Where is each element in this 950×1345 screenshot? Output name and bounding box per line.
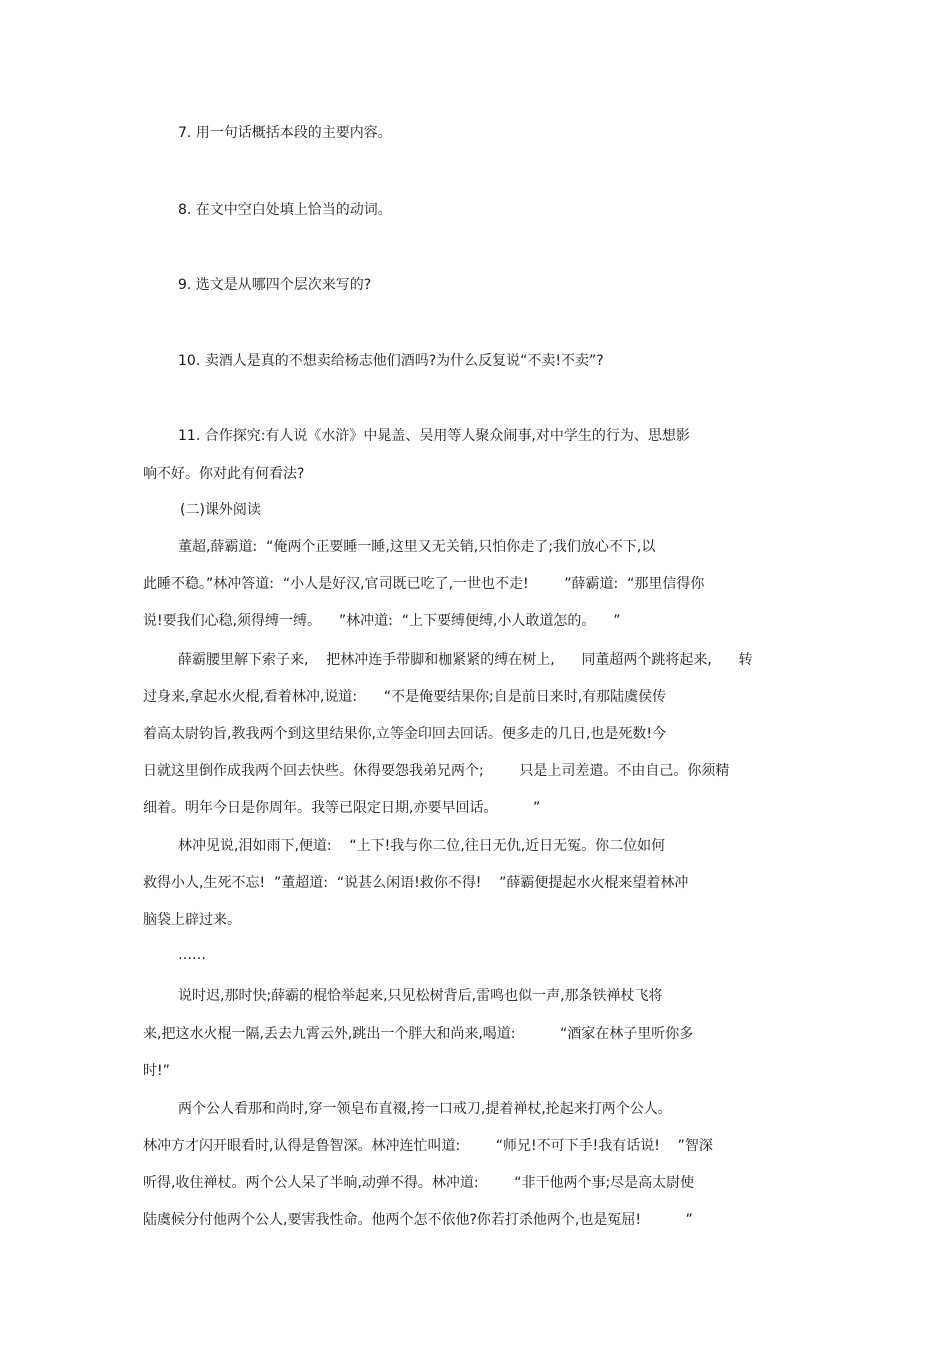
passage-line: 着高太尉钧旨,教我两个到这里结果你,立等金印回去回话。便多走的几日,也是死数!今 — [143, 726, 666, 742]
passage-line: 细着。明年今日是你周年。我等已限定日期,亦要早回话。 ” — [143, 800, 541, 816]
passage-line: 说时迟,那时快;薛霸的棍恰举起来,只见松树背后,雷鸣也似一声,那条铁禅杖飞将 — [178, 988, 663, 1004]
passage-line: 董超,薛霸道: “俺两个正要睡一睡,这里又无关销,只怕你走了;我们放心不下,以 — [178, 539, 656, 555]
passage-line: 林冲方才闪开眼看时,认得是鲁智深。林冲连忙叫道: “师兄!不可下手!我有话说! ”智深 — [143, 1138, 713, 1154]
question-10: 10. 卖酒人是真的不想卖给杨志他们酒吗?为什么反复说“不卖!不卖”? — [178, 353, 604, 369]
question-7: 7. 用一句话概括本段的主要内容。 — [178, 125, 392, 141]
question-11: 11. 合作探究:有人说《水浒》中晁盖、吴用等人聚众闹事,对中学生的行为、思想影 — [178, 428, 690, 444]
passage-line: 日就这里倒作成我两个回去快些。休得要怨我弟兄两个; 只是上司差遣。不由自己。你须精 — [143, 763, 730, 779]
question-9: 9. 选文是从哪四个层次来写的? — [178, 277, 372, 293]
passage-line: 薛霸腰里解下索子来, 把林冲连手带脚和枷紧紧的缚在树上, 同董超两个跳将起来, 转 — [178, 652, 753, 668]
passage-line: 此睡不稳。”林冲答道: “小人是好汉,官司既已吃了,一世也不走! ”薛霸道: “那里信得你 — [143, 576, 705, 592]
section-title: (二)课外阅读 — [180, 502, 261, 518]
passage-line: 时!” — [143, 1063, 170, 1079]
passage-line: 听得,收住禅杖。两个公人呆了半晌,动弹不得。林冲道: “非干他两个事;尽是高太尉使 — [143, 1175, 695, 1191]
question-11-continued: 响不好。你对此有何看法? — [143, 466, 305, 482]
question-8: 8. 在文中空白处填上恰当的动词。 — [178, 202, 392, 218]
passage-line: 脑袋上辟过来。 — [143, 912, 241, 928]
passage-line: 救得小人,生死不忘! ”董超道: “说甚么闲语!救你不得! ”薛霸便提起水火棍来望着林冲 — [143, 875, 689, 891]
passage-line: 林冲见说,泪如雨下,便道: “上下!我与你二位,往日无仇,近日无冤。你二位如何 — [178, 838, 666, 854]
passage-line: 过身来,拿起水火棍,看着林冲,说道: “不是俺要结果你;自是前日来时,有那陆虞侯传 — [143, 689, 667, 705]
passage-line: 两个公人看那和尚时,穿一领皂布直裰,挎一口戒刀,提着禅杖,抡起来打两个公人。 — [178, 1101, 672, 1117]
passage-ellipsis: …… — [178, 947, 206, 963]
passage-line: 来,把这水火棍一隔,丢去九霄云外,跳出一个胖大和尚来,喝道: “酒家在林子里听你多 — [143, 1026, 694, 1042]
passage-line: 陆虞候分付他两个公人,要害我性命。他两个怎不依他?你若打杀他两个,也是冤屈! ” — [143, 1212, 693, 1228]
passage-line: 说!要我们心稳,须得缚一缚。 ”林冲道: “上下要缚便缚,小人敢道怎的。 ” — [143, 613, 621, 629]
